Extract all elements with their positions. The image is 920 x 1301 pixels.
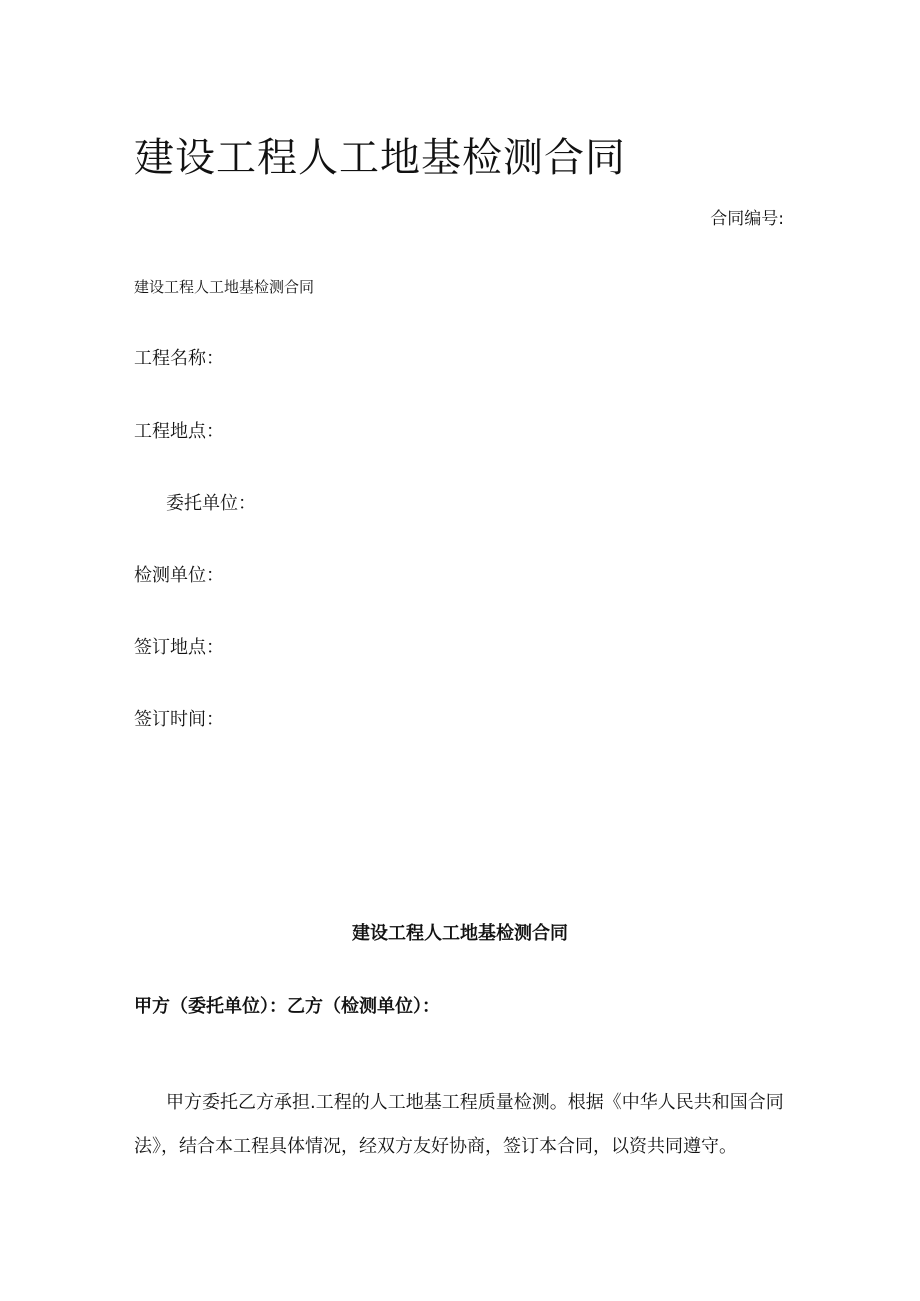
section-title: 建设工程人工地基检测合同 bbox=[352, 923, 568, 944]
field-project-name: 工程名称： bbox=[134, 348, 224, 369]
document-subtitle: 建设工程人工地基检测合同 bbox=[134, 278, 315, 296]
field-signing-time: 签订时间： bbox=[134, 709, 224, 730]
intro-paragraph: 甲方委托乙方承担.工程的人工地基工程质量检测。根据《中华人民共和国合同法》，结合本工程具体情况，经双方友好协商，签订本合同，以资共同遵守。 bbox=[134, 1092, 784, 1157]
contract-number-label: 合同编号: bbox=[710, 209, 784, 229]
page-title: 建设工程人工地基检测合同 bbox=[134, 135, 626, 181]
parties-line: 甲方（委托单位）：乙方（检测单位）： bbox=[134, 996, 440, 1017]
field-client-unit: 委托单位： bbox=[166, 493, 256, 514]
field-signing-location: 签订地点： bbox=[134, 637, 224, 658]
field-project-location: 工程地点： bbox=[134, 421, 224, 442]
field-testing-unit: 检测单位： bbox=[134, 565, 224, 586]
